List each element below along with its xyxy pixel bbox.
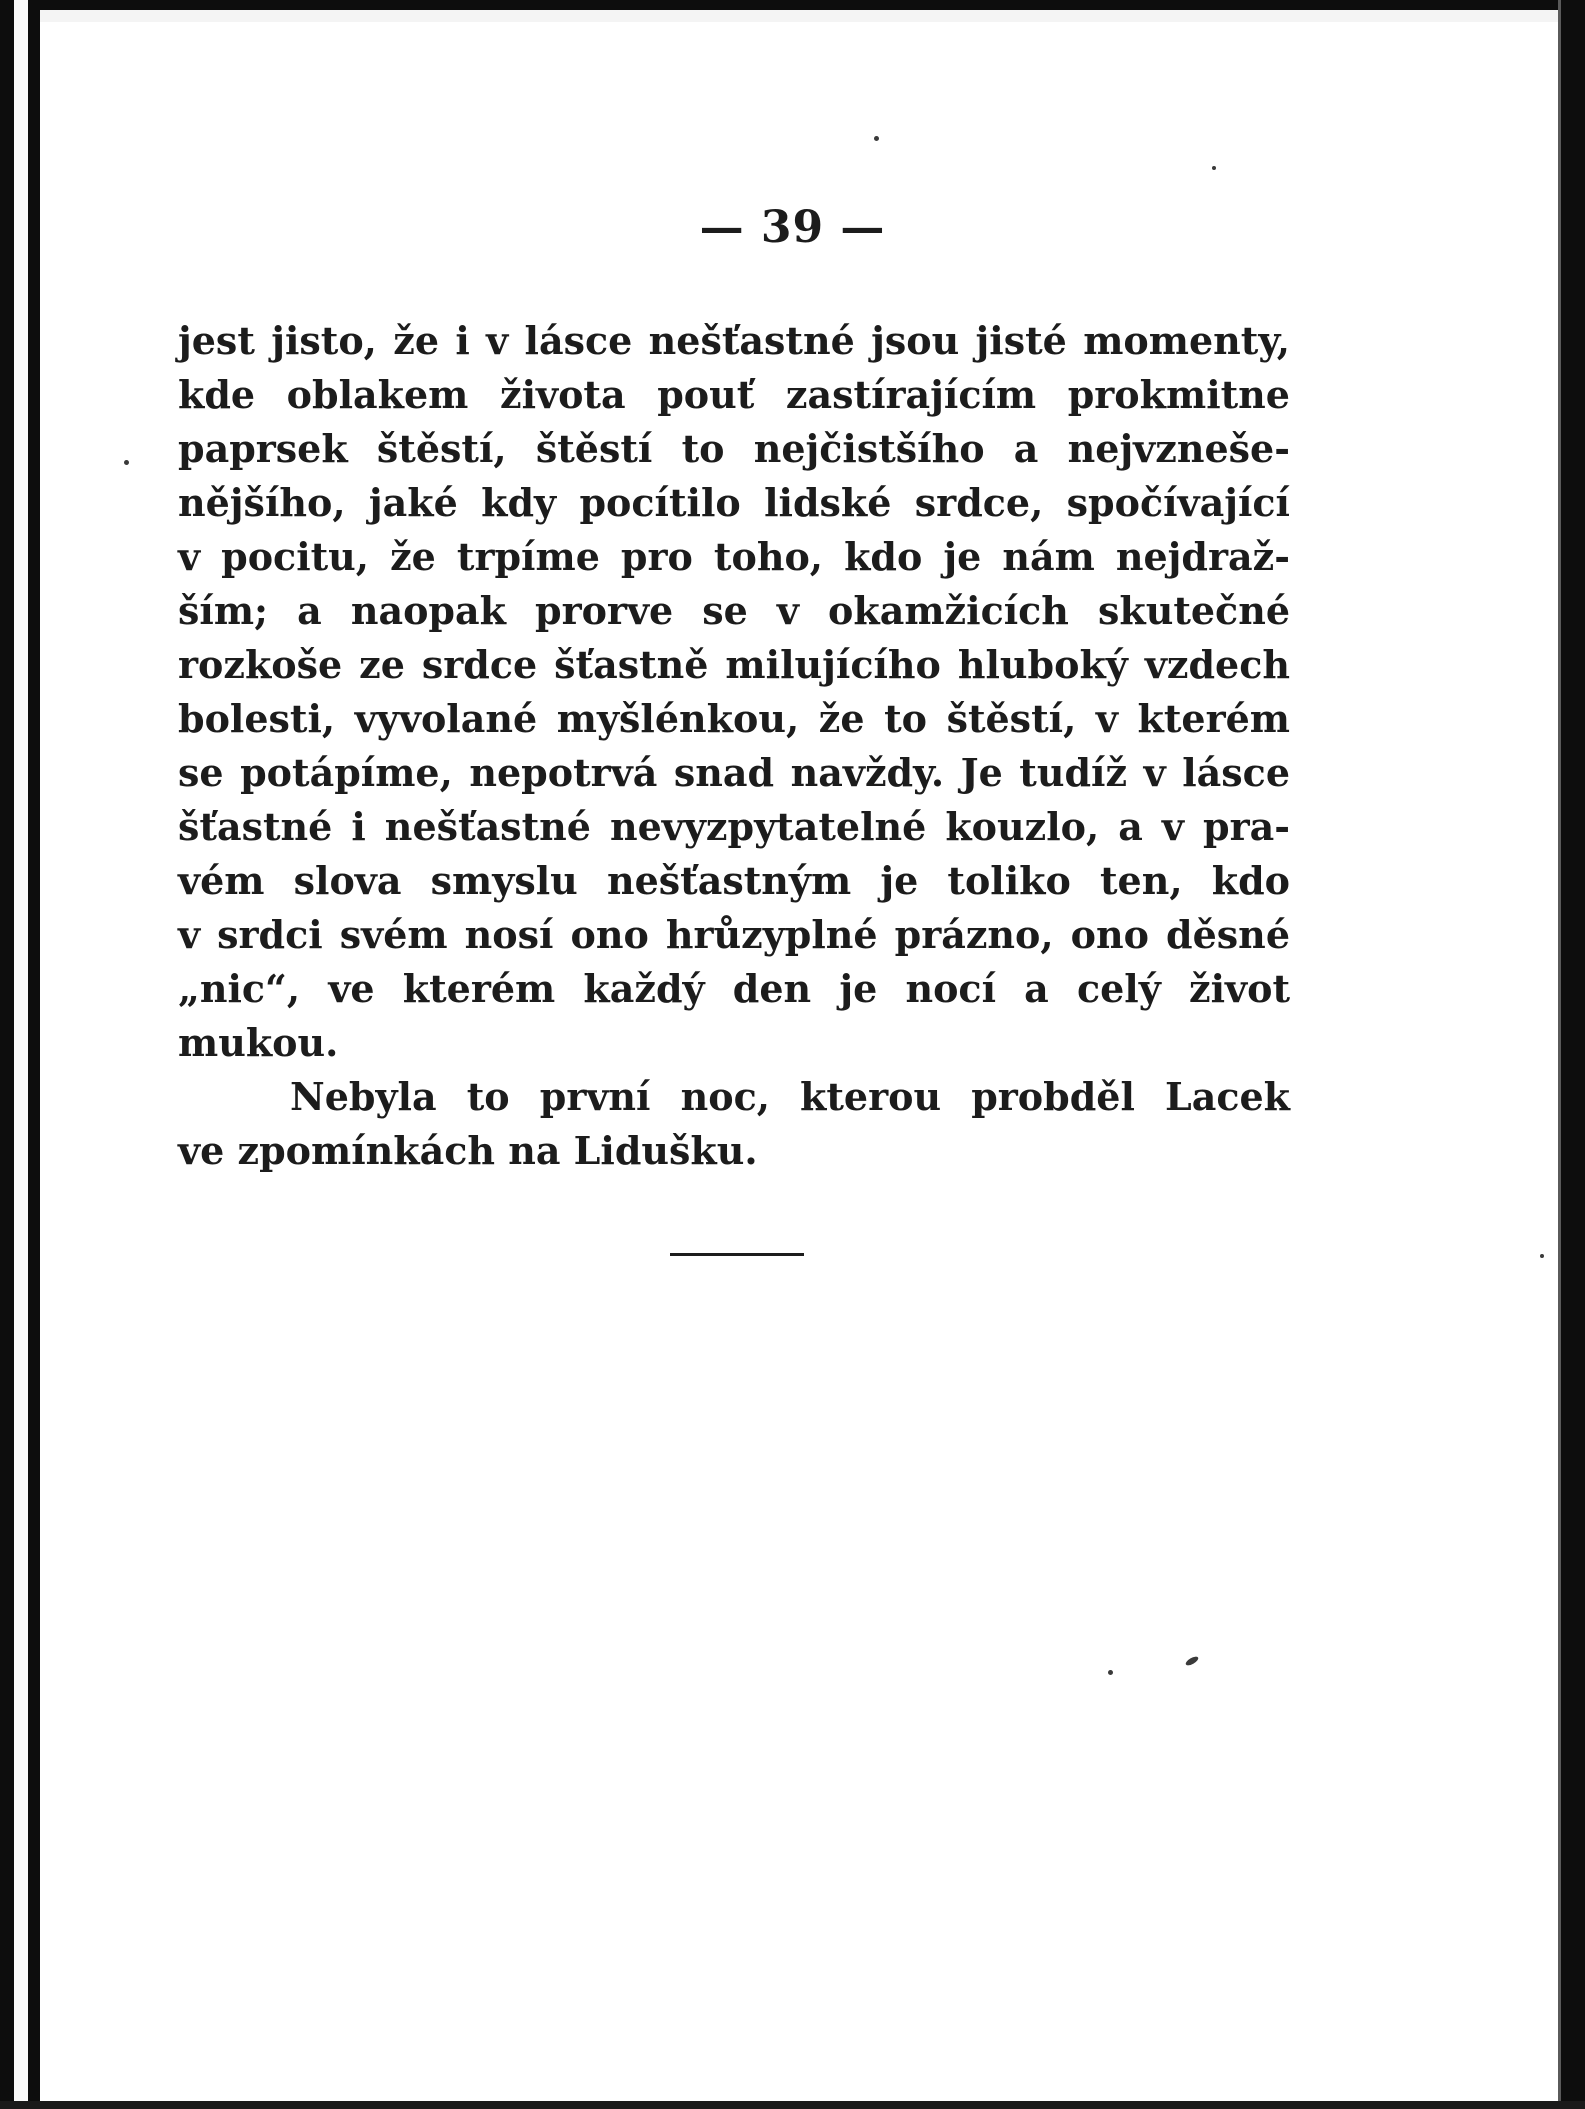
chapter-end-rule (670, 1253, 804, 1256)
text-line: v pocitu, že trpíme pro toho, kdo je nám nejdraž- (178, 534, 1290, 579)
text-line: v srdci svém nosí ono hrůzyplné prázno, ono děsné (178, 912, 1290, 957)
text-line: „nic“, ve kterém každý den je nocí a celý život (178, 966, 1290, 1011)
text-line: kde oblakem života pouť zastírajícím prokmitne (178, 372, 1290, 417)
text-line: bolesti, vyvolané myšlénkou, že to štěstí, v kterém (178, 696, 1290, 741)
scan-edge-top-inner (40, 10, 1560, 22)
scan-speck (1212, 166, 1216, 170)
text-line-paragraph-start: Nebyla to první noc, kterou probděl Lacek (290, 1074, 1290, 1119)
text-line: rozkoše ze srdce šťastně milujícího hluboký vzdech (178, 642, 1290, 687)
text-line: ším; a naopak prorve se v okamžicích skutečné (178, 588, 1290, 633)
scan-edge-right (1561, 0, 1585, 2109)
scan-speck (124, 460, 129, 465)
scan-edge-top (0, 0, 1585, 10)
text-line: ve zpomínkách na Lidušku. (178, 1128, 758, 1173)
scan-speck (874, 136, 879, 141)
text-line: vém slova smyslu nešťastným je toliko ten, kdo (178, 858, 1290, 903)
text-line: šťastné i nešťastné nevyzpytatelné kouzlo, a v pra- (178, 804, 1290, 849)
text-line: se potápíme, nepotrvá snad navždy. Je tudíž v lásce (178, 750, 1290, 795)
text-line: mukou. (178, 1020, 339, 1065)
body-text (178, 314, 1290, 1178)
text-line: paprsek štěstí, štěstí to nejčistšího a nejvzneše- (178, 426, 1290, 471)
scan-edge-left-inner (14, 0, 28, 2109)
scan-edge-bottom (0, 2101, 1585, 2109)
scan-speck (1184, 1655, 1199, 1667)
page-number: — 39 — (699, 202, 886, 253)
scan-speck (1540, 1254, 1544, 1258)
scan-speck (1108, 1670, 1113, 1675)
text-line: jest jisto, že i v lásce nešťastné jsou jisté momenty, (178, 318, 1290, 363)
scan-edge-right-inner (1558, 0, 1561, 2109)
text-line: nějšího, jaké kdy pocítilo lidské srdce, spočívající (178, 480, 1290, 525)
